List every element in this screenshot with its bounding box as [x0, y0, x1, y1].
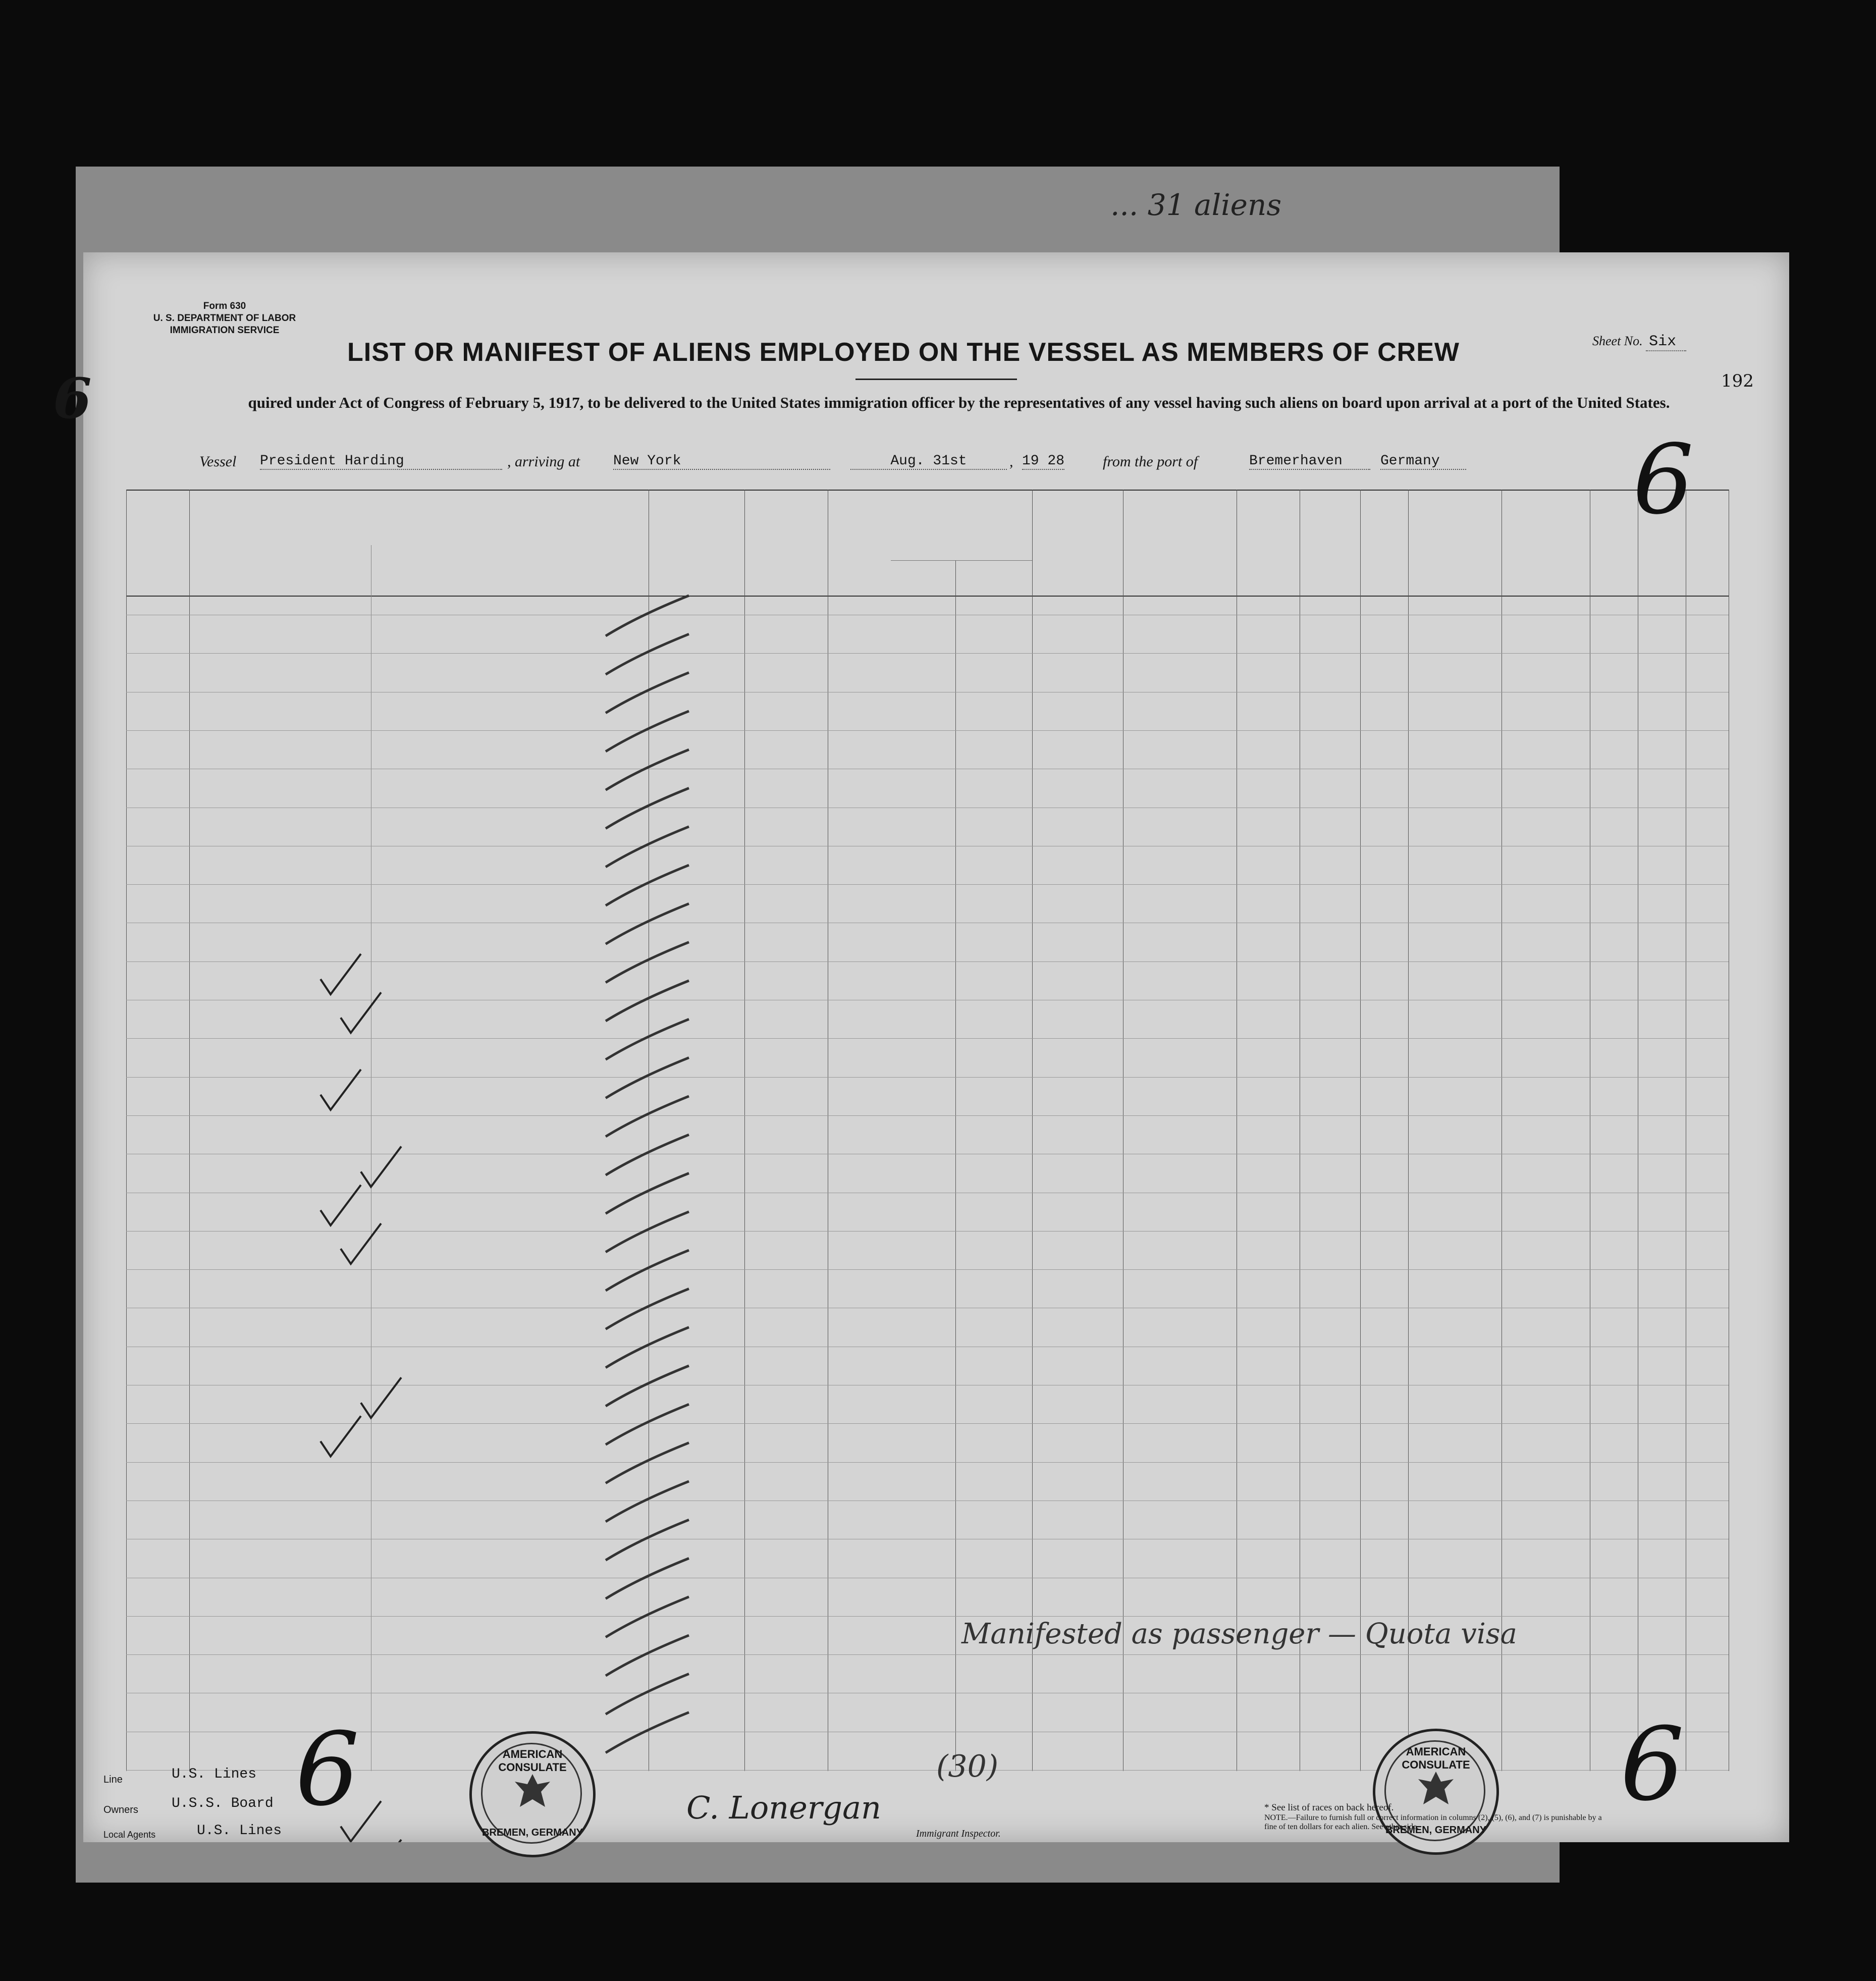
checkmark-icon [320, 1416, 361, 1457]
card-tick-icon [606, 1597, 689, 1637]
card-tick-icon [606, 1173, 689, 1214]
sheet-number-label: Sheet No. [1592, 334, 1643, 348]
bottom-number-left: 6 [295, 1711, 360, 1829]
card-tick-icon [606, 1250, 689, 1291]
card-tick-icon [606, 903, 689, 944]
owners-label: Owners [103, 1804, 138, 1815]
card-tick-icon [606, 1520, 689, 1560]
seal-top-text: AMERICAN CONSULATE [498, 1748, 567, 1774]
checkmark-icon [361, 1840, 401, 1842]
card-tick-icon [606, 1712, 689, 1753]
failure-note: NOTE.—Failure to furnish full or correct information in columns (2), (5), (6), and (7) is punishable by a fine of ten dollars for each alien. See other side. [1264, 1813, 1602, 1831]
races-note: * See list of races on back hereof. [1264, 1802, 1394, 1813]
card-tick-icon [606, 1443, 689, 1483]
checkmark-icon [320, 1069, 361, 1110]
inspector-caption: Immigrant Inspector. [916, 1828, 1001, 1839]
departure-country: Germany [1380, 453, 1466, 470]
card-tick-icon [606, 1366, 689, 1406]
card-tick-icon [606, 634, 689, 674]
card-tick-icon [606, 1289, 689, 1329]
seal-bottom-text: BREMEN, GERMANY [1385, 1825, 1486, 1836]
seal-top-text: AMERICAN CONSULATE [1402, 1745, 1470, 1771]
card-tick-icon [606, 865, 689, 905]
owners-value: U.S.S. Board [172, 1796, 274, 1811]
from-port-label: from the port of [1103, 453, 1198, 470]
page-title: LIST OR MANIFEST OF ALIENS EMPLOYED ON THE VESSEL AS MEMBERS OF CREW [347, 338, 1460, 367]
checkmark-icon [361, 1147, 401, 1187]
card-tick-icon [606, 673, 689, 713]
card-tick-icon [606, 1404, 689, 1444]
card-tick-icon [606, 711, 689, 752]
vessel-name: President Harding [260, 453, 502, 470]
service: IMMIGRATION SERVICE [170, 325, 280, 336]
checkmark-icon [341, 1223, 381, 1264]
sheet-number-value: Six [1646, 333, 1686, 351]
corner-number-left: 6 [53, 366, 92, 431]
vessel-label: Vessel [199, 453, 237, 470]
eagle-icon [510, 1769, 555, 1814]
manifest-annotation: Manifested as passenger — Quota visa [961, 1618, 1517, 1650]
arrival-date: Aug. 31st [850, 453, 1007, 470]
arrival-year: 19 28 [1022, 453, 1065, 469]
checkmark-icon [320, 1185, 361, 1225]
seal-bottom-text: BREMEN, GERMANY [481, 1827, 583, 1838]
card-tick-icon [606, 788, 689, 829]
card-tick-icon [606, 827, 689, 867]
departure-port: Bremerhaven [1249, 453, 1370, 470]
card-tick-icon [606, 1559, 689, 1599]
card-tick-icon [606, 1019, 689, 1059]
checkmark-icon [361, 1377, 401, 1418]
department: U. S. DEPARTMENT OF LABOR [153, 313, 296, 324]
consulate-seal-left [469, 1731, 596, 1857]
card-tick-icon [606, 596, 689, 636]
arrival-port: New York [613, 453, 830, 470]
form-number: Form 630 [203, 301, 246, 311]
line-value: U.S. Lines [172, 1766, 257, 1782]
checkmark-icon [341, 992, 381, 1033]
line-label: Line [103, 1774, 123, 1785]
corner-number-right: 6 [1633, 424, 1694, 536]
arriving-label: , arriving at [507, 453, 580, 470]
crew-count: (30) [936, 1749, 999, 1784]
arrival-date-comma: , [1009, 453, 1013, 470]
back-note: ... 31 aliens [1110, 188, 1282, 222]
consulate-seal-right [1373, 1729, 1499, 1855]
card-tick-icon [606, 981, 689, 1021]
page-number: 192 [1721, 371, 1754, 391]
card-tick-icon [606, 1674, 689, 1714]
card-tick-icon [606, 1135, 689, 1175]
card-tick-icon [606, 1058, 689, 1098]
card-tick-icon [606, 942, 689, 983]
card-tick-icon [606, 749, 689, 790]
crew-table [83, 252, 1789, 1842]
agents-label: Local Agents [103, 1830, 156, 1840]
inspector-signature: C. Lonergan [686, 1789, 881, 1826]
subtitle: quired under Act of Congress of February 5, 1917, to be delivered to the United States immigration officer by the representatives of any vessel having such aliens on board upon arrival at a port of the United States. [248, 394, 1670, 411]
agents-value: U.S. Lines [197, 1823, 282, 1839]
card-tick-icon [606, 1212, 689, 1252]
checkmark-icon [320, 954, 361, 994]
card-tick-icon [606, 1327, 689, 1368]
bottom-number-right: 6 [1620, 1706, 1685, 1824]
manifest-sheet [53, 252, 1789, 1842]
card-tick-icon [606, 1096, 689, 1137]
card-tick-icon [606, 1635, 689, 1676]
card-tick-icon [606, 1481, 689, 1522]
checkmark-icon [83, 252, 1789, 1842]
